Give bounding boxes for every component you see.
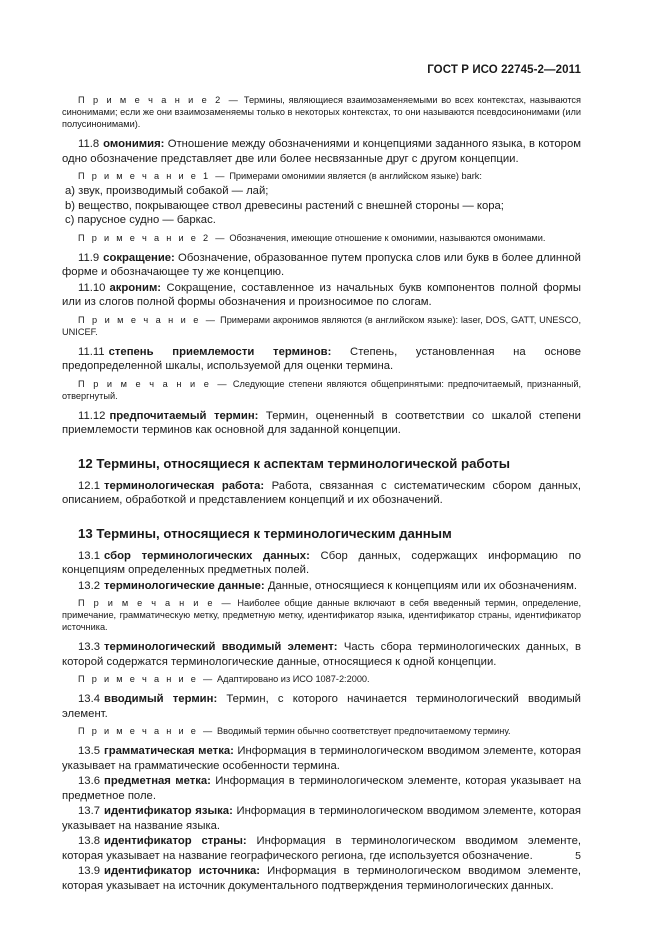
- term: грамматическая метка:: [104, 745, 234, 757]
- standard-header: ГОСТ Р ИСО 22745-2—2011: [427, 64, 581, 76]
- term-definition: 13.1 сбор терминологических данных: Сбор данных, содержащих информацию по концепциям определенных предметных полей.: [62, 549, 581, 576]
- term-definition: 13.7 идентификатор языка: Информация в терминологическом вводимом элементе, которая указывает на название языка.: [62, 805, 581, 832]
- term: терминологический вводимый элемент:: [104, 641, 338, 653]
- note: П р и м е ч а н и е — Примерами акронимов являются (в английском языке): laser, DOS, GATT, UNESCO, UNICEF.: [62, 314, 581, 337]
- note: П р и м е ч а н и е 1 — Примерами омонимии является (в английском языке) bark:: [78, 171, 482, 181]
- term-definition: 13.8 идентификатор страны: Информация в терминологическом вводимом элементе, которая указывает на название географического региона, где используется обозначение.: [62, 835, 581, 862]
- term: акроним:: [109, 281, 162, 294]
- term-definition: 13.2 терминологические данные: Данные, относящиеся к концепциям или их обозначениям.: [78, 579, 577, 592]
- term: омонимия:: [103, 138, 165, 150]
- term: идентификатор страны:: [104, 835, 247, 847]
- term-definition: 11.11 степень приемлемости терминов: Степень, установленная на основе предопределенной шкалы, используемой для оценки термина.: [62, 345, 581, 372]
- term-definition: 13.5 грамматическая метка: Информация в терминологическом вводимом элементе, которая указывает на грамматические особенности термина.: [62, 745, 581, 772]
- term: предметная метка:: [104, 775, 211, 787]
- term-definition: 11.12 предпочитаемый термин: Термин, оцененный в соответствии со шкалой степени приемлемости терминов как основной для заданной концепции.: [62, 409, 581, 436]
- term: идентификатор языка:: [104, 805, 233, 817]
- term-definition: 11.9 сокращение: Обозначение, образованное путем пропуска слов или букв в более длинной форме и обозначающее ту же концепцию.: [62, 251, 581, 278]
- page-number: 5: [575, 850, 581, 862]
- note: П р и м е ч а н и е — Следующие степени являются общепринятыми: предпочитаемый, признанный, отвергнутый.: [62, 378, 582, 401]
- example-list: [62, 184, 581, 228]
- term: вводимый термин:: [104, 693, 218, 705]
- term: терминологические данные:: [104, 579, 265, 592]
- note: П р и м е ч а н и е 2 — Термины, являющиеся взаимозаменяемыми во всех контекстах, называются синонимами; если же они взаимозаменяемы только в некоторых контекстах, то они называются псевдосинонимами (или полусинонимами).: [62, 95, 582, 129]
- list-item: a) звук, производимый собакой — лай;: [65, 185, 269, 197]
- term: сбор терминологических данных:: [104, 549, 310, 562]
- term: идентификатор источника:: [104, 865, 261, 877]
- page-content: [62, 94, 581, 893]
- term-definition: 11.8 омонимия: Отношение между обозначениями и концепциями заданного языка, в котором одно обозначение представляет две или более несвязанные друг с другом концепции.: [62, 138, 581, 165]
- term-definition: 13.3 терминологический вводимый элемент: Часть сбора терминологических данных, в которой содержатся терминологические данные, относящиеся к одной концепции.: [62, 641, 581, 668]
- term: предпочитаемый термин:: [109, 409, 259, 422]
- list-item: b) вещество, покрывающее ствол древесины растений с внешней стороны — кора;: [65, 199, 504, 212]
- note: П р и м е ч а н и е — Вводимый термин обычно соответствует предпочитаемому термину.: [78, 726, 511, 736]
- term: терминологическая работа:: [104, 479, 265, 492]
- note: П р и м е ч а н и е — Адаптировано из ИСО 1087-2:2000.: [78, 674, 370, 684]
- note: П р и м е ч а н и е 2 — Обозначения, имеющие отношение к омонимии, называются омонимами.: [78, 232, 546, 243]
- section-heading: 12 Термины, относящиеся к аспектам терминологической работы: [78, 455, 511, 471]
- term: степень приемлемости терминов:: [108, 345, 332, 358]
- term-definition: 13.6 предметная метка: Информация в терминологическом элементе, которая указывает на предметное поле.: [62, 775, 581, 802]
- term-definition: 13.9 идентификатор источника: Информация в терминологическом вводимом элементе, которая указывает на источник документального подтверждения терминологических данных.: [62, 865, 582, 892]
- note: П р и м е ч а н и е — Наиболее общие данные включают в себя введенный термин, определение, примечание, грамматическую метку, предметную метку, идентификатор языка, идентификатор страны, идентификатор источника.: [62, 598, 582, 632]
- term-definition: 12.1 терминологическая работа: Работа, связанная с систематическим сбором данных, описанием, обработкой и представлением концепций и их обозначений.: [62, 479, 581, 506]
- term-definition: 13.4 вводимый термин: Термин, с которого начинается терминологический вводимый элемент.: [62, 693, 581, 720]
- list-item: c) парусное судно — баркас.: [65, 214, 216, 226]
- term-definition: 11.10 акроним: Сокращение, составленное из начальных букв компонентов полной формы или из слогов полной формы обозначения и произносимое по слогам.: [62, 281, 581, 308]
- term: сокращение:: [103, 251, 175, 264]
- section-heading: 13 Термины, относящиеся к терминологическим данным: [78, 525, 452, 541]
